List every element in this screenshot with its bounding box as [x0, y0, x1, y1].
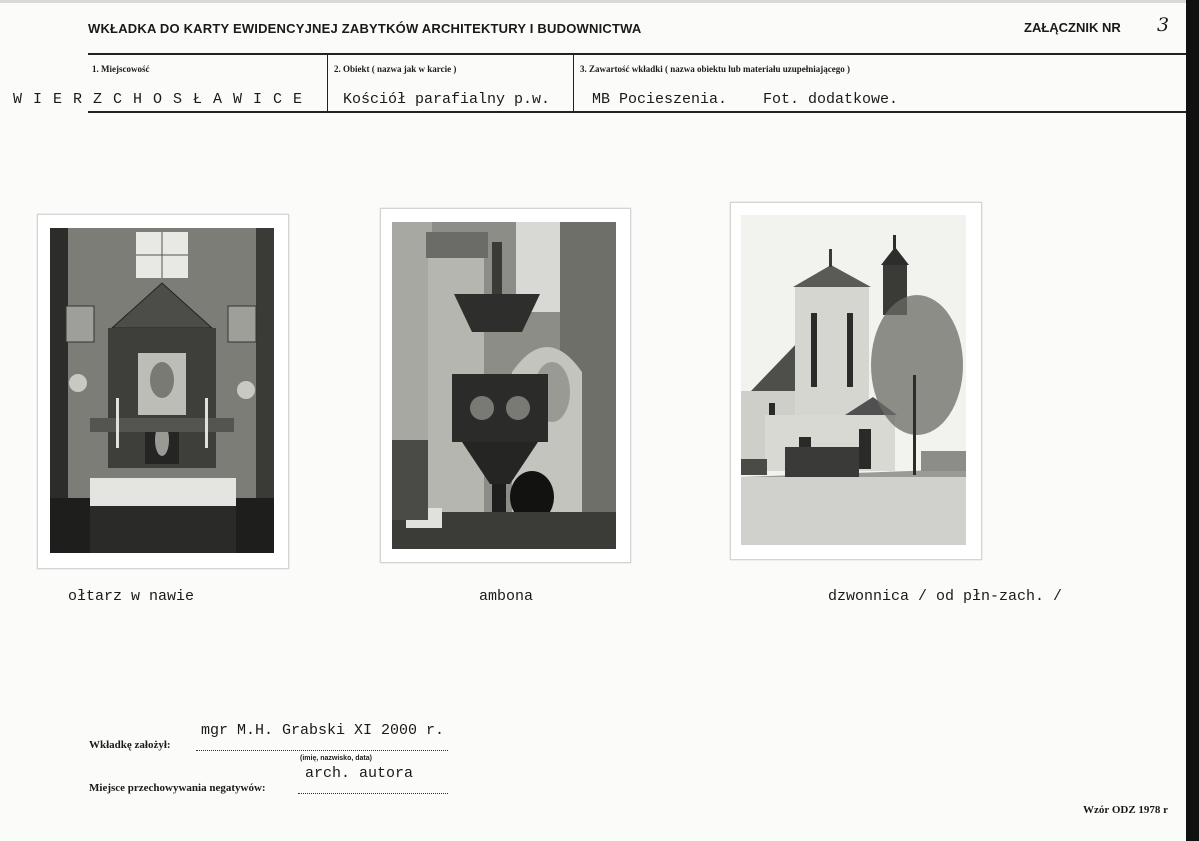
- annex-number: 3: [1157, 14, 1170, 36]
- annex-label: ZAŁĄCZNIK NR: [1024, 20, 1121, 35]
- column-divider-1: [327, 55, 328, 112]
- pulpit-photo: [392, 222, 616, 549]
- founder-note: (imię, nazwisko, data): [300, 755, 372, 762]
- caption-pulpit: ambona: [479, 588, 534, 605]
- header-top-rule: [88, 53, 1194, 55]
- negatives-label: Miejsce przechowywania negatywów:: [89, 782, 266, 794]
- altar-photo: [50, 228, 274, 553]
- negatives-value: arch. autora: [305, 765, 414, 782]
- top-edge: [0, 0, 1186, 3]
- caption-altar: ołtarz w nawie: [68, 588, 195, 605]
- object-label: 2. Obiekt ( nazwa jak w karcie ): [334, 64, 457, 74]
- photo-mount-altar: [37, 214, 289, 569]
- header-bottom-rule: [88, 111, 1194, 113]
- column-divider-2: [573, 55, 574, 112]
- locality-value: W I E R Z C H O S Ł A W I C E: [13, 91, 304, 108]
- caption-belltower: dzwonnica / od płn-zach. /: [828, 588, 1063, 605]
- negatives-dotted-line: [298, 793, 448, 794]
- founder-value: mgr M.H. Grabski XI 2000 r.: [201, 722, 445, 739]
- form-title: WKŁADKA DO KARTY EWIDENCYJNEJ ZABYTKÓW ARCHITEKTURY I BUDOWNICTWA: [88, 21, 642, 36]
- form-code: Wzór ODZ 1978 r: [1083, 804, 1169, 816]
- photo-mount-pulpit: [380, 208, 631, 563]
- scan-edge: [1186, 0, 1199, 841]
- belltower-photo: [741, 215, 966, 545]
- founder-dotted-line: [196, 750, 448, 751]
- photo-mount-belltower: [730, 202, 982, 560]
- content-label: 3. Zawartość wkładki ( nazwa obiektu lub materiału uzupełniającego ): [580, 64, 851, 74]
- object-value: Kościół parafialny p.w.: [343, 91, 551, 108]
- locality-label: 1. Miejscowość: [92, 64, 150, 74]
- founder-label: Wkładkę założył:: [89, 739, 171, 751]
- content-value: MB Pocieszenia. Fot. dodatkowe.: [592, 91, 899, 108]
